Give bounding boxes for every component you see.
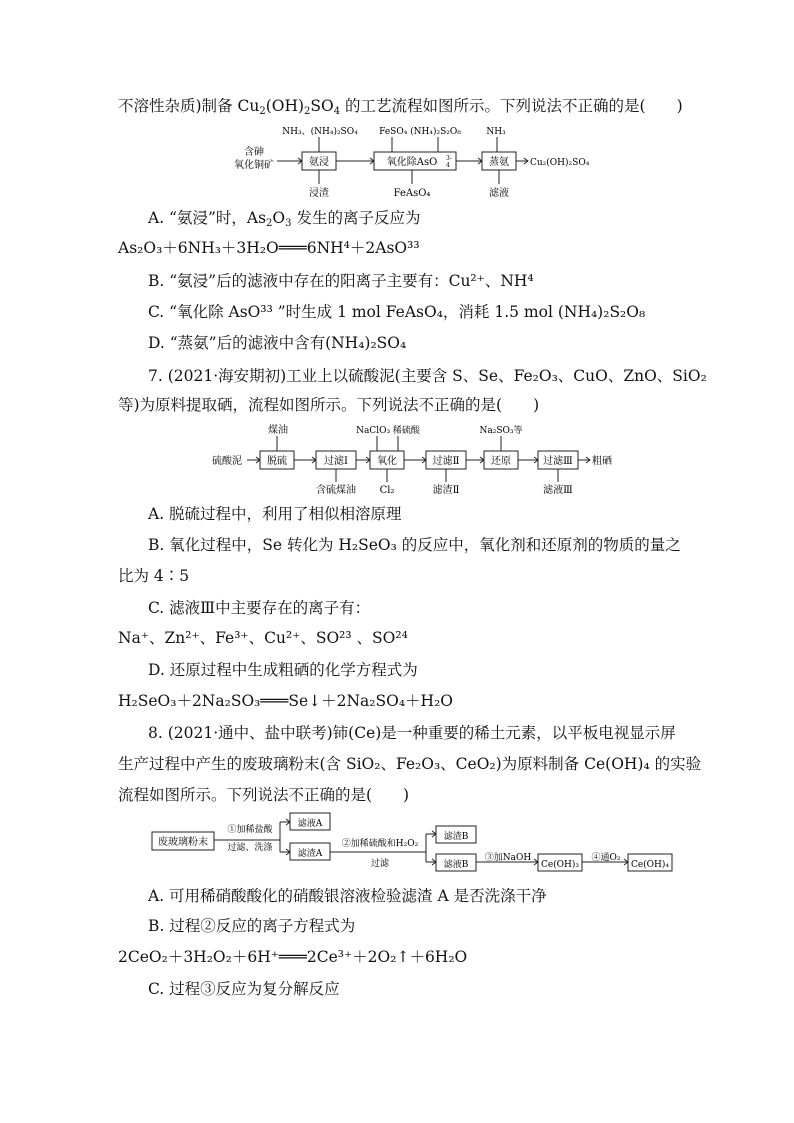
q7-output4: 滤渣Ⅱ	[432, 485, 460, 496]
q7-end: 粗硒	[592, 456, 612, 467]
q6-output1: 浸渣	[309, 188, 329, 199]
q7-option-b-line1: B. 氧化过程中，Se 转化为 H₂SeO₃ 的反应中，氧化剂和还原剂的物质的量之	[148, 536, 681, 554]
svg-text:滤渣A: 滤渣A	[297, 849, 323, 859]
q6-option-b: B. “氨浸”后的滤液中存在的阳离子主要有：Cu²⁺、NH⁴	[148, 272, 534, 290]
q6-input1: NH₃、(NH₄)₂SO₄	[282, 127, 358, 137]
q7-flow-diagram	[212, 422, 632, 498]
q8-step2-top: ②加稀硫酸和H₂O₂	[341, 839, 419, 849]
q7-option-d-line2: H₂SeO₃＋2Na₂SO₃═══Se↓＋2Na₂SO₄＋H₂O	[118, 692, 453, 710]
q6-output3: 滤液	[489, 188, 509, 199]
q6-option-d: D. “蒸氨”后的滤液中含有(NH₄)₂SO₄	[148, 334, 407, 352]
q8-stem-line3: 流程如图所示。下列说法不正确的是( )	[118, 786, 410, 804]
q8-step1-bottom: 过滤、洗涤	[227, 843, 273, 853]
svg-text:滤渣B: 滤渣B	[443, 832, 469, 842]
q7-option-a: A. 脱硫过程中，利用了相似相溶原理	[148, 505, 402, 523]
q7-option-c-line1: C. 滤液Ⅲ中主要存在的离子有：	[148, 599, 371, 617]
q8-stem-line1: 8. (2021·通中、盐中联考)铈(Ce)是一种重要的稀土元素，以平板电视显示屏	[148, 724, 676, 742]
svg-text:氧化除AsO: 氧化除AsO	[386, 157, 438, 168]
svg-text:过滤Ⅲ: 过滤Ⅲ	[543, 456, 573, 467]
q6-raw-line2: 氧化铜矿	[234, 160, 274, 171]
q6-product: Cu₂(OH)₂SO₄	[530, 158, 590, 168]
q8-stem-line2: 生产过程中产生的废玻璃粉末(含 SiO₂、Fe₂O₃、CeO₂)为原料制备 Ce(OH)₄ 的实验	[118, 755, 702, 773]
svg-text:Ce(OH)₄: Ce(OH)₄	[630, 860, 670, 870]
q7-input3: NaClO₃ 稀硫酸	[356, 426, 420, 436]
q6-option-a: A. “氨浸”时，$As_2O_3$ 发生的离子反应为	[148, 209, 421, 229]
q7-stem-line2: 等)为原料提取硒，流程如图所示。下列说法不正确的是( )	[118, 396, 540, 414]
q7-input1: 煤油	[268, 425, 288, 436]
svg-text:还原: 还原	[491, 456, 511, 467]
svg-text:脱硫: 脱硫	[267, 456, 287, 467]
q6-option-c: C. “氧化除 AsO³³ ”时生成 1 mol FeAsO₄，消耗 1.5 mol (NH₄)₂S₂O₈	[148, 303, 646, 321]
q7-input5: Na₂SO₃等	[479, 426, 523, 436]
q8-step2-bottom: 过滤	[370, 859, 390, 869]
svg-text:4: 4	[446, 162, 450, 169]
q6-flow-diagram	[232, 122, 612, 202]
svg-text:过滤Ⅱ: 过滤Ⅱ	[432, 456, 460, 467]
svg-text:废玻璃粉末: 废玻璃粉末	[158, 837, 208, 848]
q7-stem-line1: 7. (2021·海安期初)工业上以硫酸泥(主要含 S、Se、Fe₂O₃、CuO、ZnO、SiO₂	[148, 367, 707, 385]
q7-option-d-line1: D. 还原过程中生成粗硒的化学方程式为	[148, 661, 418, 679]
q6-option-a-equation: As₂O₃＋6NH₃＋3H₂O═══6NH⁴＋2AsO³³	[118, 239, 420, 257]
q8-flow-diagram	[150, 810, 680, 882]
svg-text:氨浸: 氨浸	[309, 157, 329, 168]
svg-text:3-: 3-	[446, 155, 452, 162]
svg-text:氧化: 氧化	[377, 456, 397, 467]
svg-text:滤液B: 滤液B	[443, 860, 469, 870]
q8-step3: ③加NaOH	[484, 853, 532, 863]
q6-raw-line1: 含砷	[244, 147, 264, 158]
q8-step4: ④通O₂	[591, 853, 621, 863]
svg-text:过滤Ⅰ: 过滤Ⅰ	[324, 456, 348, 467]
q7-output2: 含硫煤油	[316, 485, 356, 496]
q6-stem: 不溶性杂质)制备 $Cu_2(OH)_2SO_4$ 的工艺流程如图所示。下列说法不正确的是( )	[118, 97, 683, 117]
q8-option-c: C. 过程③反应为复分解反应	[148, 980, 340, 998]
q7-option-b-line2: 比为 4∶5	[118, 567, 190, 585]
q6-input2: FeSO₄ (NH₄)₂S₂O₈	[379, 127, 461, 137]
q8-step1-top: ①加稀盐酸	[227, 825, 273, 835]
q8-option-b-line2: 2CeO₂＋3H₂O₂＋6H⁺═══2Ce³⁺＋2O₂↑＋6H₂O	[118, 948, 468, 966]
q7-option-c-line2: Na⁺、Zn²⁺、Fe³⁺、Cu²⁺、SO²³ 、SO²⁴	[118, 629, 408, 647]
q7-output6: 滤液Ⅲ	[543, 485, 573, 496]
svg-text:Ce(OH)₃: Ce(OH)₃	[540, 860, 580, 870]
q8-option-b-line1: B. 过程②反应的离子方程式为	[148, 917, 356, 935]
q6-input3: NH₃	[486, 127, 506, 137]
q7-start: 硫酸泥	[212, 456, 242, 467]
svg-text:滤液A: 滤液A	[297, 819, 323, 829]
q7-output3: Cl₂	[379, 485, 395, 496]
svg-text:蒸氨: 蒸氨	[489, 157, 509, 168]
q6-output2: FeAsO₄	[393, 188, 431, 199]
q8-option-a: A. 可用稀硝酸酸化的硝酸银溶液检验滤渣 A 是否洗涤干净	[148, 887, 547, 905]
